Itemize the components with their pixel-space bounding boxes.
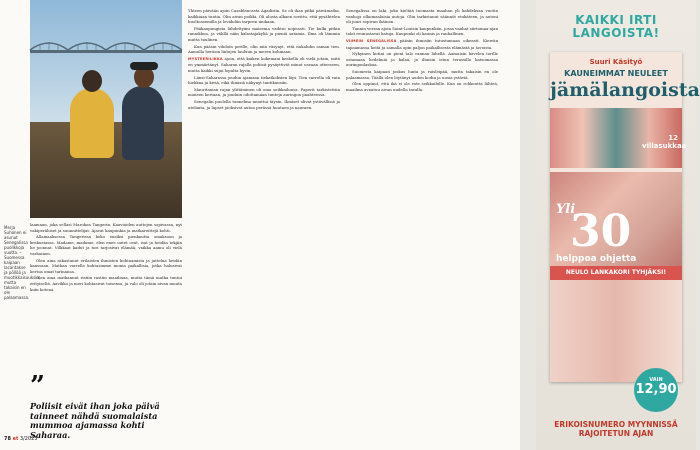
paragraph [188, 56, 340, 74]
page-footer [4, 436, 38, 442]
cover-logo: Suuri Käsityö [589, 58, 643, 66]
paragraph: Länsi-Saharassa joudun ajamaan tiekatkoksien läpi. Tien varrella oli vain hiekkaa ja kiviä, eikä ihmisiä näkynyt tuntikausiin. [188, 74, 340, 86]
section-highlight: MYSTEERILIKKA [188, 56, 223, 61]
paragraph-text: ajoin, että kaiken kokemani keskellä oli vielä jotain, mitä en ymmärtänyt. Saharan rajalla poliisit pysäyttivät minut useaan otteeseen, mutta kaikki sujui lopulta hyvin. [188, 55, 340, 73]
paragraph: Pääkaupungista lähdettyäni maisema vaihtui nopeasti. Tie kulki pitkin rannikkoa, ja välillä näin kalastajakyliä ja pieniä satamia. Ilma oli lämmin mutta tuulinen. [188, 25, 340, 42]
pull-quote: Poliisit eivät ihan joka päivä tainneet nähdä suomalaista mummoa ajamassa kohti Saharaa. [30, 401, 160, 440]
cover-title: jämälangoista [550, 79, 700, 101]
cover-subtitle: KAUNEIMMAT NEULEET [564, 69, 668, 78]
quote-mark-icon: ” [30, 371, 45, 401]
paragraph-text: pääsin ihmisiin tutustumaan oikeasti. Kierrän tapaamassa heitä ja samalla opin paljon paikallisesta elämästä ja tavoista. [346, 37, 498, 50]
bridge-illustration [30, 34, 182, 64]
man-hat [130, 62, 158, 70]
magazine-brand: et [12, 436, 19, 442]
paragraph: laamaan, joka sellasi Marokon Tangerin. Kaavioiden auttojen sopivassa, nyt vakiperähiset ja suunnittelijat. Ajavat kaupunkia ja matkareittejä kohti. [30, 222, 182, 233]
paragraph: Senegalin puolella tunnelma muuttui täysin. Ihmiset olivat ystävällisiä ja uteliaita, ja lapset juoksivat auton perässä huutaen ja nauraen. [188, 98, 340, 110]
cover-banner [550, 266, 682, 280]
cover-big-prefix: Yli [556, 202, 576, 217]
cover-lower-image [550, 280, 682, 382]
magazine-cover [550, 52, 700, 382]
price-label: VAIN [649, 377, 663, 383]
section-highlight: VIIMEIN SENEGALISSA [346, 38, 397, 43]
article-column-1 [30, 222, 182, 293]
paragraph: Olen aina rakastanut erilaisten ihmisten kohtaamista ja juttelua heidän kanssaan. Matkan varrella kohtasimme monia paikallisia, jotka halusivat kertoa omat tarinansa. [30, 257, 182, 274]
paragraph: Tunnin verran ajoin Saint-Louisin kaupunkiin, jossa vanhat siirtomaa-ajan talot reunustavat katuja. Kaupunki oli kaunis ja rauhallinen. [346, 25, 499, 37]
paragraph: Suomesta kaipaan joskus lunta ja ruisleipää, mutta takaisin en ole palaamassa. Täällä olen löytänyt uuden kodin ja uusia ystäviä. [346, 68, 498, 80]
paragraph: Senegalissa on laki, joka kieltää tuomasta maahan yli kahdeksan vuotta vanhoja ulkomaalaisia autoja. Olin tarkistanut säännöt etukäteen, ja autoni oli juuri sopivan ikäinen. [346, 8, 498, 25]
price-badge [634, 368, 678, 412]
cover-big-suffix: helppoa ohjetta [556, 254, 637, 264]
issue-number: 3/2025 [19, 436, 38, 442]
article-column-2 [188, 8, 340, 111]
travel-photo [30, 0, 182, 218]
ad-headline: KAIKKI IRTI LANGOISTA! [572, 13, 660, 40]
man-figure [122, 86, 164, 160]
paragraph: Kun pääsin vihdoin perille, olin niin väsynyt, että nukahdin saman tien. Aamulla heräsin lintujen lauluun ja meren kohinaan. [188, 43, 340, 55]
paragraph: Olen oppinut, että ikä ei ole este seikkailulle. Kun on rohkeutta lähteä, maailma avautuu aivan uudella tavalla. [346, 81, 498, 92]
paragraph: Yhteen päivään ajoin Casablancasta Agadiriin. Se oli ihan pitkä päivämatka, kaikkiaan tuntia. Olin aivan poikki. Oli alusta alkaen sovittu, että pysähtelen huoltoasemilla ja levähdän tarpeen mukaan. [188, 8, 340, 25]
price-value: 12,90 [635, 382, 677, 397]
article-column-3 [346, 8, 498, 93]
cover-side-text: 12 villasukkaa [642, 134, 687, 150]
paragraph: Nykyinen kotini on pieni talo rannan lähellä. Aamuisin kävelen torille ostamaan hedelmiä ja kalaa, ja iltaisin istun terassilla katsomassa auringonlaskua. [346, 51, 498, 68]
page-number: 78 [4, 436, 11, 442]
cover-big-number: 30 [570, 206, 632, 257]
magazine-advertisement [536, 0, 700, 450]
photo-caption: Merja Suhonen ei asunut Senegalissa puolikkoja vuotta. – Suomessa kaipaan lacantakse ja pöllöä ja muotikkaisuuksia, mutta takaisin en ole palaamassa. [4, 225, 41, 300]
paragraph: Mauritanian rajan ylittäminen oli oma seikkailunsa. Paperit tarkistettiin moneen kertaan, ja jouduin odottamaan tunteja auringon paahteessa. [188, 86, 340, 98]
woman-figure [70, 88, 114, 158]
cover-banner-text: NEULO LANKAKORI TYHJÄKSI! [565, 269, 667, 276]
paragraph: Allamaaksessa Tangerissa koko ensiksi pienkautta omaksoon ja keskustassa. Madame, madame, elen enee uutet ovat, isat ja heidän tekjiin he joonnat. Vilkkaat kadut ja tori tarjosivat elämää, vaikka aamu oli vielä varhainen. [30, 234, 182, 256]
woman-head [82, 70, 102, 92]
paragraph: Olen aina matkannut ristiin rastiin maailmaa, mutta tämä matka tuntui erityiseltä. Aavikko ja meri kohtasivat toisensa, ja valo oli jotain aivan muuta kuin kotona. [30, 275, 182, 292]
ad-bottom-text: ERIKOISNUMERO MYYNNISSÄ RAJOITETUN AJAN [554, 420, 678, 438]
paragraph [346, 38, 498, 50]
